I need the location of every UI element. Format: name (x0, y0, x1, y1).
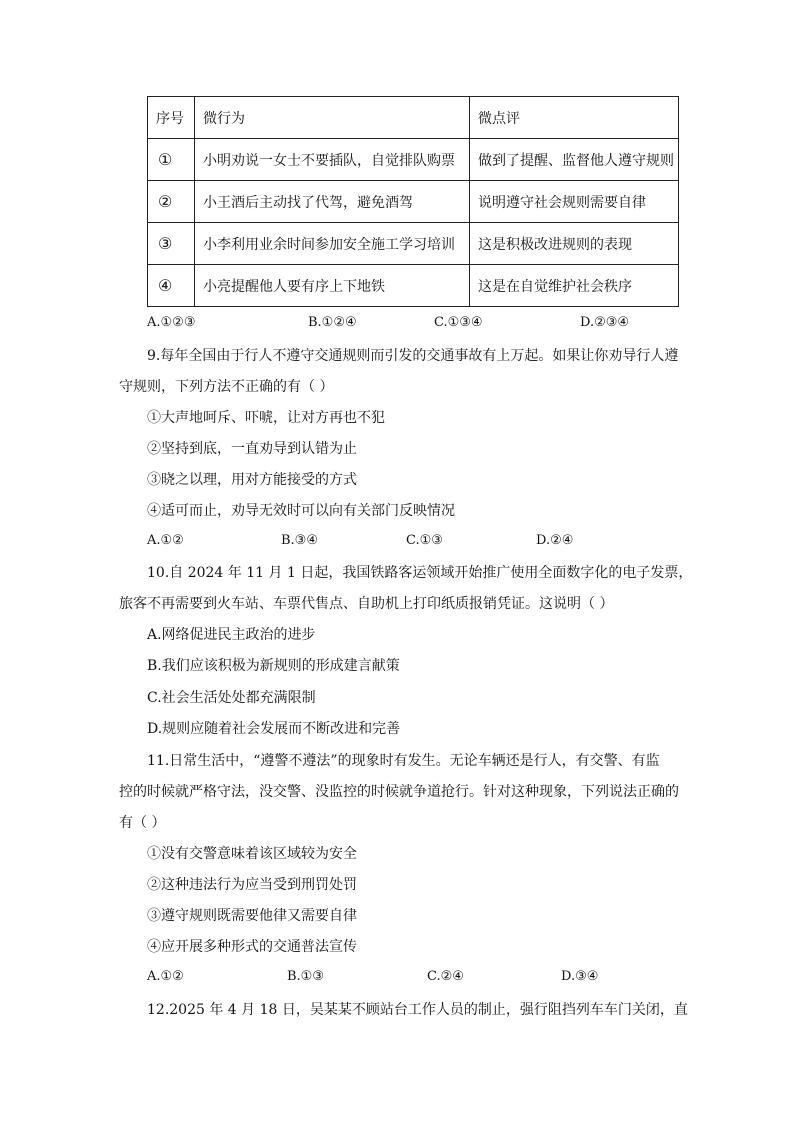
q12-stem: 12.2025 年 4 月 18 日，吴某某不顾站台工作人员的制止，强行阻挡列车车门关闭，直 (147, 1002, 688, 1018)
header-cell: 微点评 (470, 97, 679, 139)
option-b[interactable]: B.①③ (287, 969, 324, 984)
option-c[interactable]: C.①③④ (434, 315, 483, 330)
q9-options (147, 533, 707, 553)
row-number: ③ (148, 223, 195, 265)
option-a[interactable]: A.①② (147, 969, 184, 984)
q10-option-a[interactable]: A.网络促进民主政治的进步 (147, 627, 316, 643)
q10-option-d[interactable]: D.规则应随着社会发展而不断改进和完善 (147, 721, 401, 737)
comment-cell: 这是积极改进规则的表现 (470, 223, 679, 265)
option-b[interactable]: B.③④ (281, 533, 318, 548)
header-cell: 序号 (148, 97, 195, 139)
header-cell: 微行为 (195, 97, 470, 139)
q8-options (147, 315, 707, 335)
option-a[interactable]: A.①②③ (147, 315, 196, 330)
q10-option-b[interactable]: B.我们应该积极为新规则的形成建言献策 (147, 658, 400, 674)
q11-stem: 11.日常生活中，“遵警不遵法”的现象时有发生。无论车辆还是行人，有交警、有监 (147, 753, 660, 769)
row-number: ② (148, 181, 195, 223)
q11-options (147, 969, 707, 989)
q9-stem: 9.每年全国由于行人不遵守交通规则而引发的交通事故有上万起。如果让你劝导行人遵 (147, 348, 679, 364)
option-d[interactable]: D.③④ (561, 969, 599, 984)
table-row (148, 139, 679, 181)
q9-item: ②坚持到底，一直劝导到认错为止 (147, 441, 357, 457)
q11-item: ②这种违法行为应当受到刑罚处罚 (147, 877, 357, 893)
behavior-cell: 小王酒后主动找了代驾，避免酒驾 (195, 181, 470, 223)
option-c[interactable]: C.①③ (406, 533, 443, 548)
comment-cell: 这是在自觉维护社会秩序 (470, 265, 679, 307)
q9-stem-cont: 守规则，下列方法不正确的有（ ） (119, 379, 334, 395)
option-c[interactable]: C.②④ (427, 969, 464, 984)
table-header-row (148, 97, 679, 139)
behavior-table (147, 96, 679, 307)
behavior-cell: 小亮提醒他人要有序上下地铁 (195, 265, 470, 307)
row-number: ④ (148, 265, 195, 307)
q11-stem-cont: 有（ ） (119, 815, 166, 831)
q9-item: ④适可而止，劝导无效时可以向有关部门反映情况 (147, 503, 455, 519)
comment-cell: 做到了提醒、监督他人遵守规则 (470, 139, 679, 181)
q9-item: ③晓之以理，用对方能接受的方式 (147, 472, 357, 488)
option-d[interactable]: D.②③④ (580, 315, 630, 330)
option-a[interactable]: A.①② (147, 533, 184, 548)
behavior-cell: 小明劝说一女士不要插队，自觉排队购票 (195, 139, 470, 181)
comment-cell: 说明遵守社会规则需要自律 (470, 181, 679, 223)
row-number: ① (148, 139, 195, 181)
q11-stem-cont: 控的时候就严格守法，没交警、没监控的时候就争道抢行。针对这种现象，下列说法正确的 (119, 784, 679, 800)
option-b[interactable]: B.①②④ (308, 315, 357, 330)
q9-item: ①大声地呵斥、吓唬，让对方再也不犯 (147, 410, 385, 426)
q10-option-c[interactable]: C.社会生活处处都充满限制 (147, 690, 316, 706)
table-row (148, 181, 679, 223)
table-row (148, 265, 679, 307)
q11-item: ③遵守规则既需要他律又需要自律 (147, 908, 357, 924)
q10-stem-cont: 旅客不再需要到火车站、车票代售点、自助机上打印纸质报销凭证。这说明（ ） (119, 596, 614, 612)
behavior-cell: 小李利用业余时间参加安全施工学习培训 (195, 223, 470, 265)
q11-item: ①没有交警意味着该区域较为安全 (147, 846, 357, 862)
q11-item: ④应开展多种形式的交通普法宣传 (147, 939, 357, 955)
option-d[interactable]: D.②④ (536, 533, 574, 548)
q10-stem: 10.自 2024 年 11 月 1 日起，我国铁路客运领域开始推广使用全面数字化的电子发票， (147, 565, 693, 581)
table-row (148, 223, 679, 265)
